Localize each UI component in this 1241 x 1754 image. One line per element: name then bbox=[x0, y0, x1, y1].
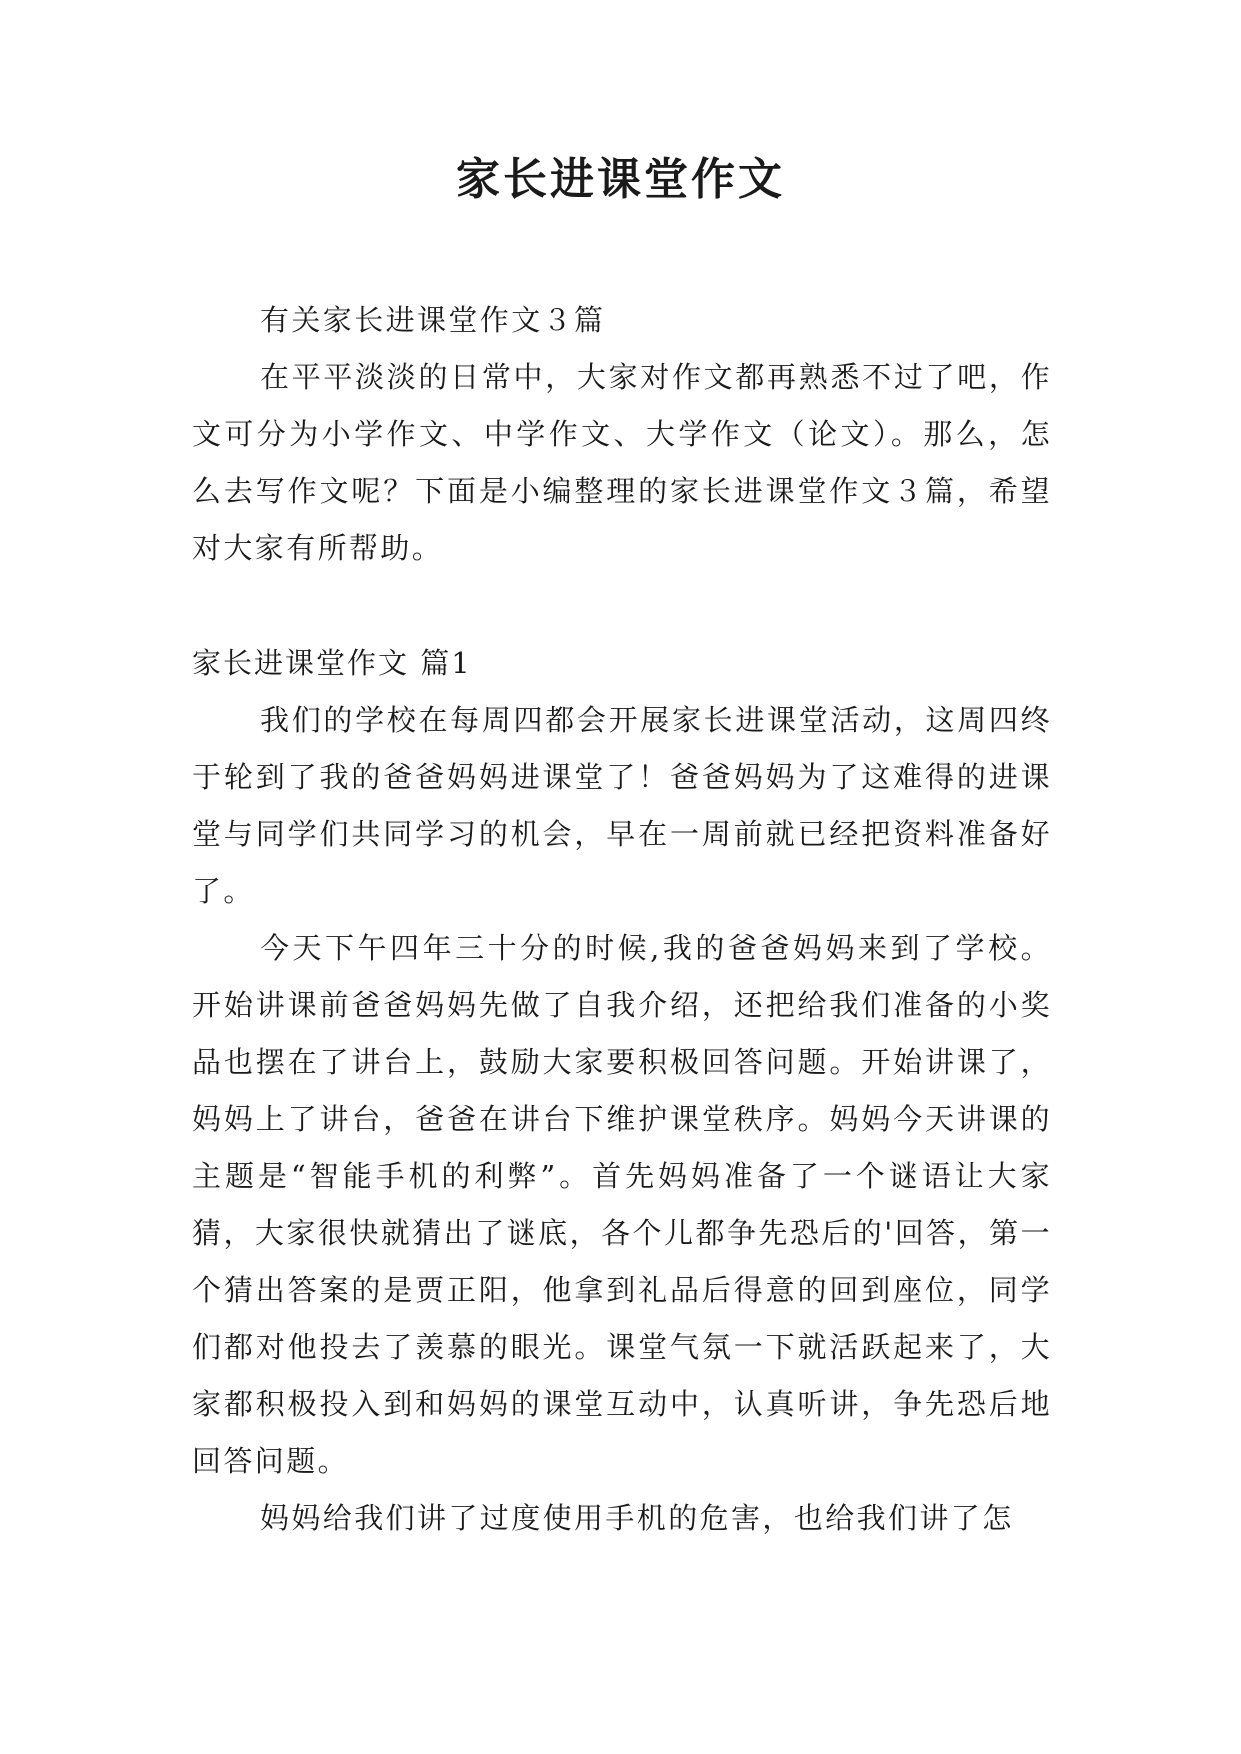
section-paragraph-3: 妈妈给我们讲了过度使用手机的危害，也给我们讲了怎 bbox=[260, 1501, 1014, 1535]
section-paragraph-2: 今天下午四年三十分的时候,我的爸爸妈妈来到了学校。开始讲课前爸爸妈妈先做了自我介绍，还把给我们准备的小奖品也摆在了讲台上，鼓励大家要积极回答问题。开始讲课了，妈妈上了讲台，爸爸在讲台下维护课堂秩序。妈妈今天讲课的主题是“智能手机的利弊”。首先妈妈准备了一个谜语让大家猜，大家很快就猜出了谜底，各个儿都争先恐后的'回答，第一个猜出答案的是贾正阳，他拿到礼品后得意的回到座位，同学们都对他投去了羡慕的眼光。课堂气氛一下就活跃起来了，大家都积极投入到和妈妈的课堂互动中，认真听讲，争先恐后地回答问题。 bbox=[192, 931, 1052, 1478]
intro-subtitle: 有关家长进课堂作文３篇 bbox=[260, 303, 606, 337]
document-title: 家长进课堂作文 bbox=[456, 154, 785, 205]
section-paragraph-1: 我们的学校在每周四都会开展家长进课堂活动，这周四终于轮到了我的爸爸妈妈进课堂了！爸爸妈妈为了这难得的进课堂与同学们共同学习的机会，早在一周前就已经把资料准备好了。 bbox=[192, 703, 1052, 908]
section-heading: 家长进课堂作文 篇1 bbox=[192, 646, 472, 680]
document-body bbox=[192, 292, 1052, 1547]
intro-paragraph: 在平平淡淡的日常中，大家对作文都再熟悉不过了吧，作文可分为小学作文、中学作文、大学作文（论文）。那么，怎么去写作文呢？下面是小编整理的家长进课堂作文３篇，希望对大家有所帮助。 bbox=[192, 360, 1052, 565]
